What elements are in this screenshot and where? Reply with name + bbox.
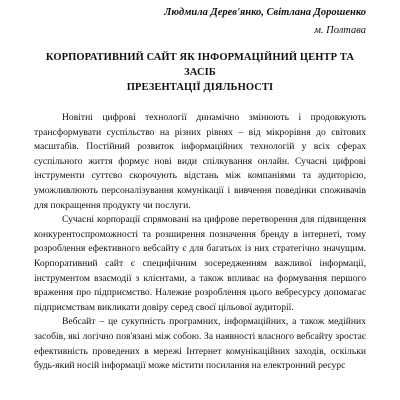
title-line-1: КОРПОРАТИВНИЙ САЙТ ЯК ІНФОРМАЦІЙНИЙ ЦЕНТР ТА ЗАСІБ [45, 52, 355, 78]
city-line: м. Полтава [314, 25, 366, 36]
article-title [34, 50, 366, 95]
title-line-2: ПРЕЗЕНТАЦІЇ ДІЯЛЬНОСТІ [126, 82, 274, 93]
paragraph-2: Сучасні корпорації спрямовані на цифрове перетворення для підвищення конкурентоспроможності та розширення позначення бренду в інтернеті, тому розроблення ефективного вебсайту є для багатьох із них стратегічно значущим. Корпоративний сайт є специфічним зосередженням важливої інформації, інструментом взаємодії з клієнтами, а також впливає на формування першого враження про підприємство. Належне розроблення цього вебресурсу допомагає підприємствам викликати довіру серед своєї цільової аудиторії. [34, 214, 366, 313]
document-page [34, 0, 366, 400]
paragraph-3: Вебсайт – це сукупність програмних, інформаційних, а також медійних засобів, які логічно пов'язані між собою. За наявності власного вебсайту зростає ефективність проведених в мережі Інтернет комунікаційних заходів, оскільки будь-який носій інформації може містити посилання на електронний ресурс [34, 316, 366, 372]
authors-line: Людмила Дерев'янко, Світлана Дорошенко [164, 7, 366, 18]
article-body [34, 111, 366, 374]
paragraph-1: Новітні цифрові технології динамічно змінюють і продовжують трансформувати суспільство на різних рівнях – від мікрорівня до світових масштабів. Постійний розвиток інформаційних технологій у всіх сферах суспільного життя формує нові види спілкування онлайн. Сучасні цифрові інструменти суттєво скорочують відстань між компаніями та аудиторією, уможливлюють персоналізування комунікації і вивчення поведінки споживачів для покращення продукту чи послуги. [34, 112, 366, 211]
